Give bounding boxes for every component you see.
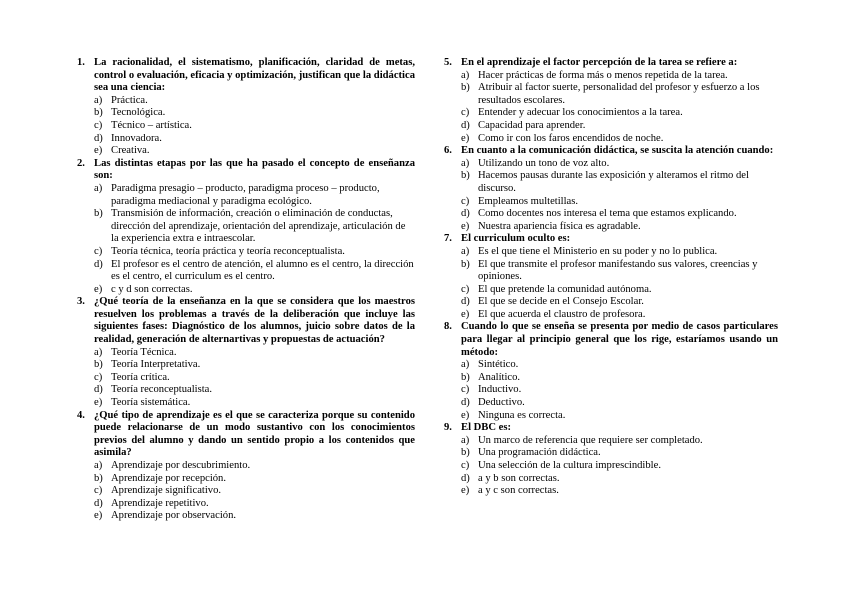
option-letter: a) (461, 69, 470, 81)
answer-option (94, 347, 415, 360)
question-5 (444, 57, 778, 145)
right-column (444, 57, 778, 498)
option-text: Atribuir al factor suerte, personalidad del profesor y esfuerzo a los resultados escolares. (478, 82, 760, 106)
option-text: Teoría sistemática. (111, 397, 191, 409)
answer-option (94, 183, 415, 208)
option-letter: b) (461, 447, 470, 459)
answer-option (461, 82, 778, 107)
answer-option (94, 208, 415, 246)
answer-option (461, 284, 778, 297)
option-letter: a) (94, 182, 103, 194)
option-letter: b) (94, 107, 103, 119)
option-text: c y d son correctas. (111, 283, 193, 295)
option-text: Paradigma presagio – producto, paradigma proceso – producto, paradigma mediacional y paradigma ecológico. (111, 182, 380, 207)
option-letter: a) (94, 460, 103, 471)
question-stem (77, 410, 415, 460)
option-text: a y b son correctas. (478, 472, 560, 484)
answer-option (461, 435, 778, 448)
question-1 (77, 57, 415, 158)
option-text: Aprendizaje por observación. (111, 510, 237, 522)
question-stem (444, 57, 778, 70)
option-text: El profesor es el centro de atención, el alumno es el centro, la dirección es el centro, el curriculum es el centro. (111, 258, 414, 283)
option-text: Deductivo. (478, 397, 525, 409)
option-letter: e) (94, 397, 103, 409)
option-letter: c) (461, 283, 470, 295)
answer-option (94, 107, 415, 120)
question-text: En cuanto a la comunicación didáctica, se suscita la atención cuando: (461, 145, 774, 157)
option-text: Un marco de referencia que requiere ser completado. (478, 434, 703, 446)
option-text: Es el que tiene el Ministerio en su poder y no lo publica. (478, 245, 718, 257)
question-2 (77, 158, 415, 297)
option-text: Hacer prácticas de forma más o menos repetida de la tarea. (478, 69, 728, 81)
question-text: En el aprendizaje el factor percepción de la tarea se refiere a: (461, 57, 738, 68)
answer-option (461, 221, 778, 234)
question-number: 8. (444, 321, 452, 333)
answer-option (461, 384, 778, 397)
option-letter: a) (94, 94, 103, 106)
answer-option (461, 246, 778, 259)
answer-option (94, 372, 415, 385)
question-stem (444, 422, 778, 435)
answer-option (461, 460, 778, 473)
option-text: Aprendizaje por recepción. (111, 472, 227, 484)
option-text: Aprendizaje repetitivo. (111, 497, 209, 509)
option-text: Creativa. (111, 145, 150, 157)
option-letter: a) (461, 359, 470, 371)
option-text: Una selección de la cultura imprescindible. (478, 460, 661, 471)
option-letter: b) (94, 472, 103, 484)
question-text: Las distintas etapas por las que ha pasado el concepto de enseñanza son: (94, 157, 415, 182)
question-number: 1. (77, 57, 85, 68)
left-column (77, 57, 415, 523)
option-text: Teoría Interpretativa. (111, 359, 201, 371)
answer-option (461, 397, 778, 410)
option-letter: d) (461, 208, 470, 220)
answer-option (461, 309, 778, 322)
option-letter: b) (461, 371, 470, 383)
option-text: Aprendizaje por descubrimiento. (111, 460, 251, 471)
question-9 (444, 422, 778, 498)
option-text: Transmisión de información, creación o eliminación de conductas, dirección del aprendizaje, orientación del aprendizaje, articulación de la experiencia extra e intraescolar. (111, 208, 406, 245)
answer-option (94, 384, 415, 397)
option-letter: d) (461, 472, 470, 484)
option-letter: e) (94, 283, 103, 295)
question-number: 4. (77, 409, 85, 421)
option-letter: e) (461, 308, 470, 320)
answer-option (461, 447, 778, 460)
option-letter: d) (94, 132, 103, 144)
question-4 (77, 410, 415, 523)
answer-option (94, 133, 415, 146)
option-letter: d) (461, 296, 470, 308)
question-stem (444, 233, 778, 246)
answer-option (461, 158, 778, 171)
option-letter: c) (94, 245, 103, 257)
answer-option (94, 246, 415, 259)
option-letter: b) (461, 258, 470, 270)
question-stem (77, 57, 415, 95)
question-3 (77, 296, 415, 409)
option-text: Inductivo. (478, 384, 522, 396)
option-text: Innovadora. (111, 132, 162, 144)
option-letter: e) (461, 485, 470, 497)
option-text: El que pretende la comunidad autónoma. (478, 283, 652, 295)
option-letter: a) (461, 434, 470, 446)
option-text: Técnico – artística. (111, 119, 192, 131)
option-text: Como ir con los faros encendidos de noche. (478, 132, 664, 144)
answer-option (94, 259, 415, 284)
answer-option (94, 473, 415, 486)
answer-option (461, 133, 778, 146)
option-letter: b) (461, 82, 470, 94)
option-text: a y c son correctas. (478, 485, 559, 497)
question-7 (444, 233, 778, 321)
option-text: Entender y adecuar los conocimientos a la tarea. (478, 107, 683, 119)
option-letter: c) (461, 384, 470, 396)
question-number: 3. (77, 296, 85, 308)
question-stem (444, 321, 778, 359)
question-text: ¿Qué teoría de la enseñanza en la que se considera que los maestros resuelven los problemas a través de la deliberación que incluye las siguientes fases: Diagnóstico de los alumnos, juicio sobre datos de la realidad, generación de alternartivas y propuestas de actuación? (94, 296, 415, 346)
answer-option (94, 460, 415, 473)
option-text: Analítico. (478, 371, 521, 383)
answer-option (94, 510, 415, 523)
answer-option (461, 120, 778, 133)
option-text: Capacidad para aprender. (478, 119, 586, 131)
option-letter: c) (94, 371, 103, 383)
option-text: Hacemos pausas durante las exposición y alteramos el ritmo del discurso. (478, 170, 749, 194)
question-stem (77, 296, 415, 346)
answer-option (461, 296, 778, 309)
question-6 (444, 145, 778, 233)
option-letter: c) (461, 460, 470, 471)
answer-option (94, 359, 415, 372)
option-text: Sintético. (478, 359, 519, 371)
answer-option (461, 196, 778, 209)
question-text: ¿Qué tipo de aprendizaje es el que se caracteriza porque su contenido puede relacionarse de un modo sustantivo con los conocimientos previos del alumno y dando un sentido propio a los contenidos que asimila? (94, 409, 415, 459)
answer-option (94, 485, 415, 498)
option-text: Tecnológica. (111, 107, 166, 119)
option-text: Empleamos multetillas. (478, 195, 579, 207)
option-letter: c) (461, 195, 470, 207)
answer-option (94, 120, 415, 133)
answer-option (461, 259, 778, 284)
question-stem (444, 145, 778, 158)
question-number: 7. (444, 233, 452, 245)
option-letter: a) (461, 157, 470, 169)
question-text: El curriculum oculto es: (461, 233, 571, 245)
option-text: Como docentes nos interesa el tema que estamos explicando. (478, 208, 737, 220)
option-letter: b) (94, 359, 103, 371)
question-number: 2. (77, 157, 85, 169)
option-letter: e) (94, 510, 103, 522)
question-number: 6. (444, 145, 452, 157)
option-letter: c) (461, 107, 470, 119)
option-text: El que acuerda el claustro de profesora. (478, 308, 646, 320)
option-letter: e) (94, 145, 103, 157)
option-text: Teoría reconceptualista. (111, 384, 213, 396)
answer-option (461, 170, 778, 195)
answer-option (461, 107, 778, 120)
answer-option (461, 485, 778, 498)
answer-option (461, 208, 778, 221)
question-text: La racionalidad, el sistematismo, planificación, claridad de metas, control o evaluación, eficacia y optimización, justifican que la didáctica sea una ciencia: (94, 57, 415, 94)
answer-option (94, 95, 415, 108)
option-letter: e) (461, 220, 470, 232)
option-letter: b) (94, 208, 103, 220)
question-number: 5. (444, 57, 452, 68)
option-letter: b) (461, 170, 470, 182)
answer-option (461, 359, 778, 372)
option-letter: c) (94, 485, 103, 497)
option-letter: e) (461, 132, 470, 144)
answer-option (461, 70, 778, 83)
option-letter: d) (461, 119, 470, 131)
option-text: Nuestra apariencia física es agradable. (478, 220, 641, 232)
option-text: Práctica. (111, 94, 148, 106)
question-stem (77, 158, 415, 183)
option-letter: d) (94, 384, 103, 396)
option-text: Ninguna es correcta. (478, 409, 566, 421)
option-text: El que transmite el profesor manifestando sus valores, creencias y opiniones. (478, 258, 758, 283)
question-number: 9. (444, 422, 452, 434)
answer-option (94, 145, 415, 158)
answer-option (94, 397, 415, 410)
option-text: Aprendizaje significativo. (111, 485, 222, 497)
option-letter: a) (94, 346, 103, 358)
answer-option (94, 498, 415, 511)
option-text: Teoría crítica. (111, 371, 170, 383)
option-text: Teoría técnica, teoría práctica y teoría reconceptualista. (111, 245, 345, 257)
answer-option (94, 284, 415, 297)
option-letter: d) (94, 258, 103, 270)
option-text: Una programación didáctica. (478, 447, 601, 459)
option-text: Teoría Técnica. (111, 346, 177, 358)
question-text: El DBC es: (461, 422, 512, 434)
question-8 (444, 321, 778, 422)
answer-option (461, 410, 778, 423)
option-letter: d) (461, 397, 470, 409)
answer-option (461, 473, 778, 486)
answer-option (461, 372, 778, 385)
option-text: Utilizando un tono de voz alto. (478, 157, 610, 169)
option-letter: c) (94, 119, 103, 131)
option-text: El que se decide en el Consejo Escolar. (478, 296, 644, 308)
option-letter: e) (461, 409, 470, 421)
question-text: Cuando lo que se enseña se presenta por medio de casos particulares para llegar al principio general que los rige, estaríamos usando un método: (461, 321, 778, 358)
option-letter: d) (94, 497, 103, 509)
option-letter: a) (461, 245, 470, 257)
